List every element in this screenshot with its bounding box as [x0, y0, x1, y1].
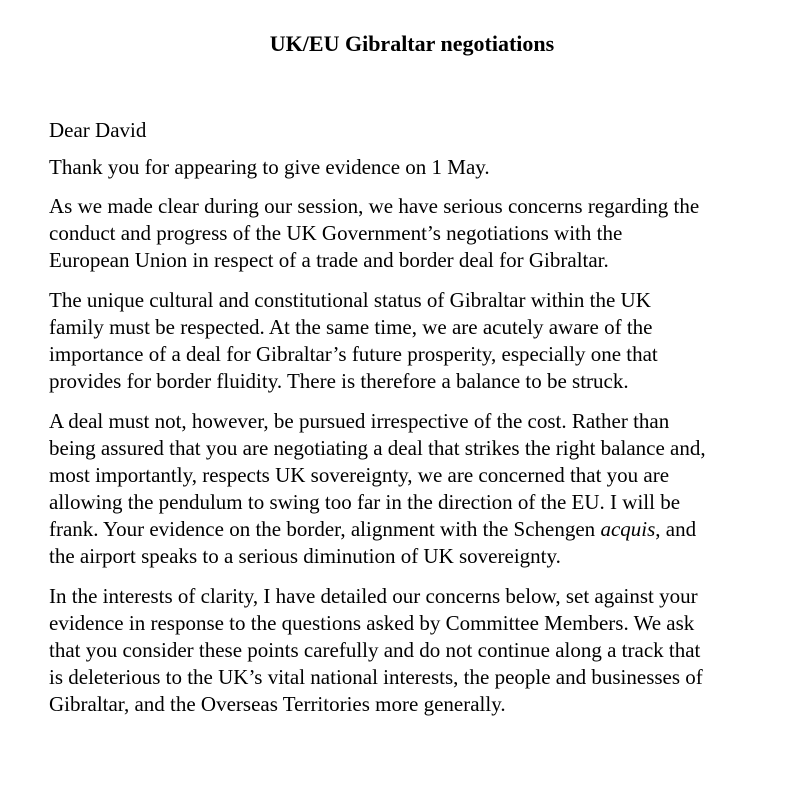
text-line: European Union in respect of a trade and border deal for Gibraltar. — [49, 248, 609, 272]
paragraph-sovereignty — [49, 408, 769, 570]
text-line: A deal must not, however, be pursued irrespective of the cost. Rather than — [49, 409, 670, 433]
text-line: evidence in response to the questions asked by Committee Members. We ask — [49, 611, 695, 635]
text-segment: frank. Your evidence on the border, alignment with the Schengen — [49, 517, 601, 541]
text-line: allowing the pendulum to swing too far in the direction of the EU. I will be — [49, 490, 681, 514]
italic-term: acquis — [600, 517, 656, 541]
text-line: is deleterious to the UK’s vital national interests, the people and businesses of — [49, 665, 703, 689]
text-line: Thank you for appearing to give evidence on 1 May. — [49, 155, 490, 179]
letter-body — [49, 117, 769, 718]
text-line — [49, 516, 769, 543]
paragraph-concerns — [49, 193, 769, 274]
text-line: the airport speaks to a serious diminution of UK sovereignty. — [49, 544, 561, 568]
paragraph-status — [49, 287, 769, 395]
text-line: importance of a deal for Gibraltar’s future prosperity, especially one that — [49, 342, 658, 366]
salutation: Dear David — [49, 118, 147, 142]
text-line: In the interests of clarity, I have detailed our concerns below, set against your — [49, 584, 698, 608]
letter-page — [49, 30, 769, 731]
text-line: family must be respected. At the same time, we are acutely aware of the — [49, 315, 653, 339]
text-line: provides for border fluidity. There is therefore a balance to be struck. — [49, 369, 629, 393]
text-line: The unique cultural and constitutional status of Gibraltar within the UK — [49, 288, 651, 312]
text-segment: , and — [655, 517, 697, 541]
paragraph-thanks — [49, 154, 769, 181]
text-line: being assured that you are negotiating a deal that strikes the right balance and, — [49, 436, 706, 460]
text-line: conduct and progress of the UK Government’s negotiations with the — [49, 221, 623, 245]
text-line: most importantly, respects UK sovereignty, we are concerned that you are — [49, 463, 670, 487]
document-title: UK/EU Gibraltar negotiations — [269, 31, 555, 56]
paragraph-clarity — [49, 583, 769, 718]
text-line: that you consider these points carefully and do not continue along a track that — [49, 638, 701, 662]
text-line: Gibraltar, and the Overseas Territories more generally. — [49, 692, 506, 716]
text-line: As we made clear during our session, we have serious concerns regarding the — [49, 194, 700, 218]
